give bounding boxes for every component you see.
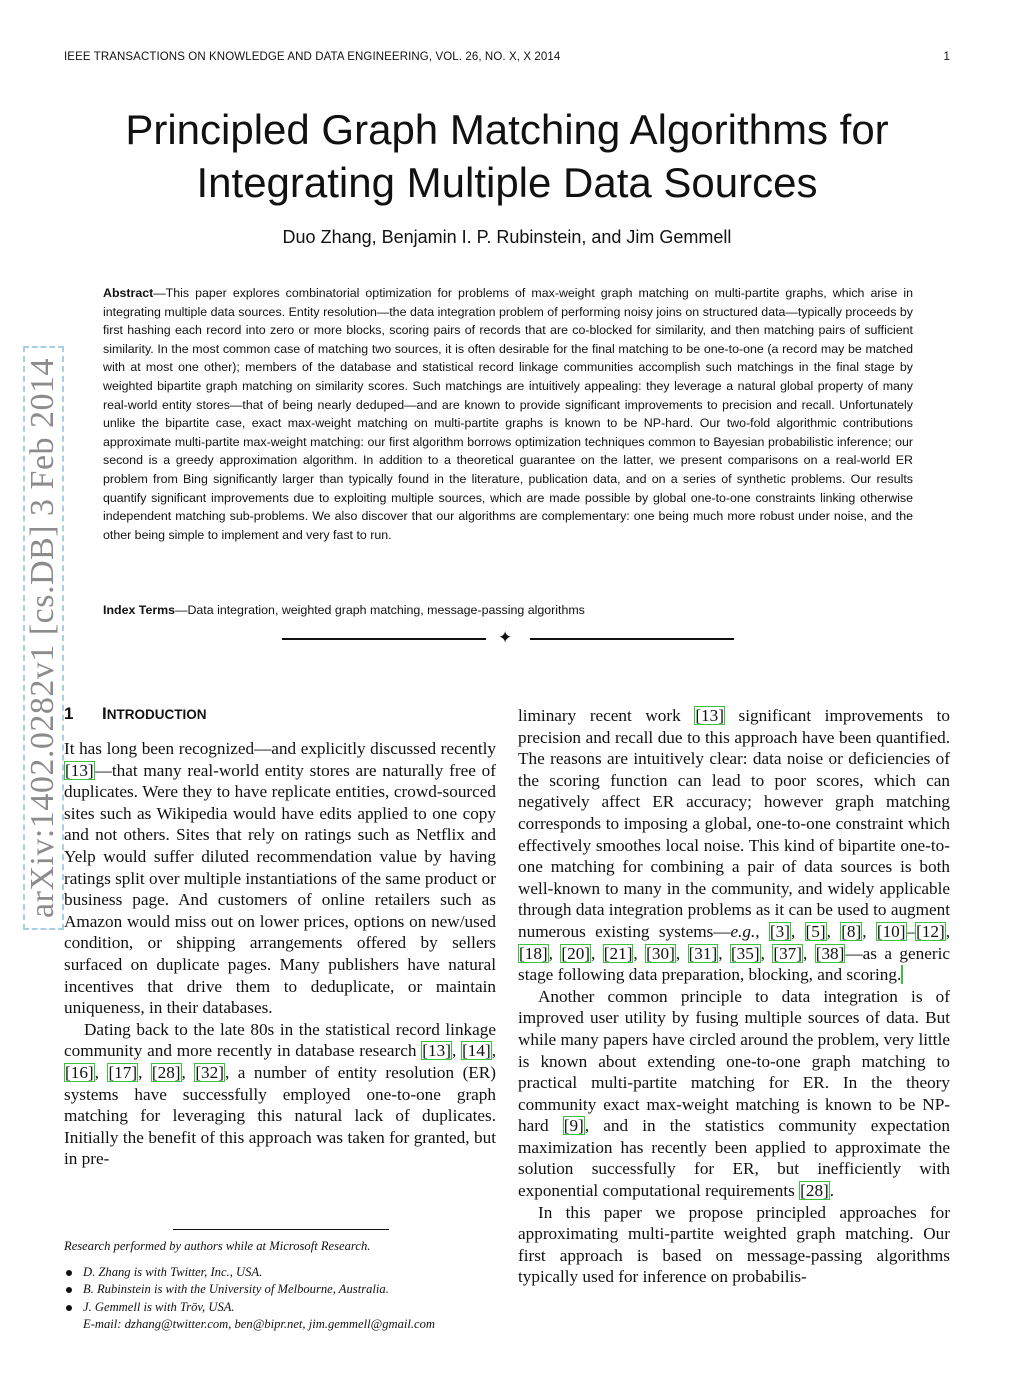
footnote-note: Research performed by authors while at Microsoft Research.: [64, 1239, 371, 1253]
footnote-rule: [173, 1229, 389, 1230]
title-line-2: Integrating Multiple Data Sources: [196, 159, 818, 206]
paragraph: Dating back to the late 80s in the statistical record linkage community and more recently in database research [13], [14], [16], [17], [28], [32], a number of entity resolution (ER) systems have successfully employed one-to-one graph matching for leveraging this natural lack of duplicates. Initially the benefit of this approach was taken for granted, but in pre-: [64, 1019, 496, 1169]
section-title-rest: NTRODUCTION: [106, 707, 207, 722]
citation-link[interactable]: [37]: [773, 943, 802, 963]
paragraph: In this paper we propose principled approaches for approximating multi-partite weighted graph matching. Our first approach is based on message-passing algorithms typically used for inference on probabilis-: [518, 1202, 950, 1287]
citation-link[interactable]: [30]: [646, 943, 675, 963]
email-line: E-mail: dzhang@twitter.com, ben@bipr.net, jim.gemmell@gmail.com: [83, 1317, 436, 1331]
citation-link[interactable]: [16]: [65, 1062, 94, 1082]
bullet-icon: [66, 1305, 72, 1311]
citation-link[interactable]: [21]: [603, 943, 633, 963]
divider-line-left: [282, 638, 486, 640]
abstract-text: —This paper explores combinatorial optimization for problems of max-weight graph matching on multi-partite graphs, which arise in integrating multiple data sources. Entity resolution—the data integration problem of performing noisy joins on structured data—typically proceeds by first hashing each record into zero or more blocks, scoring pairs of records that are co-blocked for similarity, and then matching pairs of sufficient similarity. In the most common case of matching two sources, it is often desirable for the final matching to be one-to-one (a record may be matched with at most one other); members of the database and statistical record linkage communities accomplish such matchings in the final stage by weighted bipartite graph matching on similarity scores. Such matchings are intuitively appealing: they leverage a natural global property of many real-world entity stores—that of being nearly deduped—and are known to provide significant improvements to precision and recall. Unfortunately unlike the bipartite case, exact max-weight matching on multi-partite graphs is known to be NP-hard. Our two-fold algorithmic contributions approximate multi-partite max-weight matching: our first algorithm borrows optimization techniques common to Bayesian probabilistic inference; our second is a greedy approximation algorithm. In addition to a theoretical guarantee on the latter, we present comparisons on a real-world ER problem from Bing significantly larger than typically found in the literature, publication data, and on a series of synthetic problems. Our results quantify significant improvements due to exploiting multiple sources, which are made possible by global one-to-one constraints linking otherwise independent matching sub-problems. We also discover that our algorithms are complementary: one being much more robust under noise, and the other being simple to implement and very fast to run.: [103, 286, 913, 542]
citation-link[interactable]: [18]: [519, 943, 548, 963]
title-line-1: Principled Graph Matching Algorithms for: [125, 106, 889, 153]
citation-link[interactable]: [31]: [688, 943, 718, 963]
citation-link[interactable]: [35]: [730, 943, 760, 963]
citation-link[interactable]: [32]: [195, 1062, 224, 1082]
citation-link[interactable]: [38]: [815, 943, 845, 963]
abstract: [103, 284, 913, 544]
citation-link[interactable]: [28]: [151, 1062, 181, 1082]
affiliation-list: [64, 1264, 504, 1317]
citation-link[interactable]: [13]: [422, 1041, 451, 1061]
citation-link[interactable]: [13]: [65, 760, 94, 780]
citation-link[interactable]: [3]: [769, 921, 790, 941]
abstract-label: Abstract: [103, 286, 154, 300]
page-number: 1: [943, 51, 950, 63]
section-title-initial: I: [102, 704, 107, 723]
section-heading: [64, 704, 206, 724]
citation-link[interactable]: [17]: [108, 1062, 138, 1082]
index-terms-label: Index Terms: [103, 603, 176, 617]
footnotes: [64, 1238, 504, 1334]
citation-link[interactable]: [28]: [800, 1181, 829, 1201]
paragraph: It has long been recognized—and explicitly discussed recently [13]—that many real-world entity stores are naturally free of duplicates. Were they to have replicate entities, crowd-sourced sites such as Wikipedia would have edits applied to one copy and not others. Sites that rely on ratings such as Netflix and Yelp would suffer diluted recommendation value by having ratings split over multiple instantiations of the same product or business page. And customers of online retailers such as Amazon would miss out on lower prices, options on new/used condition, or shipping arrangements offered by sellers surfaced on duplicate pages. Many publishers have natural incentives that drive them to deduplicate, or maintain uniqueness, in their databases.: [64, 739, 496, 1018]
section-number: 1: [64, 704, 74, 723]
running-header: [64, 51, 950, 71]
author-list: Duo Zhang, Benjamin I. P. Rubinstein, and Jim Gemmell: [282, 227, 732, 247]
citation-link[interactable]: [5]: [805, 921, 826, 941]
divider-star-icon: ✦: [498, 628, 513, 647]
paragraph: Another common principle to data integration is of improved user utility by fusing multiple sources of data. But while many papers have circled around the problem, very little is known about extending one-to-one graph matching to practical multi-partite matching for ER. In the theory community exact max-weight matching is known to be NP-hard [9], and in the statistics community expectation maximization has recently been applied to approximate the solution successfully for ER, but inefficiently with exponential computational requirements [28].: [518, 986, 950, 1201]
index-terms-text: —Data integration, weighted graph matching, message-passing algorithms: [175, 603, 585, 617]
citation-link[interactable]: [901, 965, 903, 984]
section-divider: [282, 628, 734, 647]
left-column: [64, 738, 496, 1170]
index-terms: [103, 601, 913, 619]
bullet-icon: [66, 1270, 72, 1276]
citation-link[interactable]: [9]: [563, 1116, 584, 1136]
journal-name: IEEE TRANSACTIONS ON KNOWLEDGE AND DATA ENGINEERING, VOL. 26, NO. X, X 2014: [64, 51, 561, 63]
affiliation-item: J. Gemmell is with Trōv, USA.: [64, 1299, 504, 1317]
bullet-icon: [66, 1287, 72, 1293]
affiliation-item: B. Rubinstein is with the University of Melbourne, Australia.: [64, 1281, 504, 1299]
citation-link[interactable]: [12]: [916, 921, 945, 941]
citation-link[interactable]: [8]: [841, 921, 862, 941]
citation-link[interactable]: [20]: [561, 943, 591, 963]
citation-link[interactable]: [10]: [876, 921, 906, 941]
paper-title: [64, 103, 950, 209]
affiliation-item: D. Zhang is with Twitter, Inc., USA.: [64, 1264, 504, 1282]
citation-link[interactable]: [14]: [462, 1041, 491, 1061]
arxiv-identifier-stamp[interactable]: arXiv:1402.0282v1 [cs.DB] 3 Feb 2014: [23, 346, 64, 930]
divider-line-right: [530, 638, 734, 640]
paragraph: liminary recent work [13] significant improvements to precision and recall due to this approach have been quantified. The reasons are intuitively clear: data noise or deficiencies of the scoring function can lead to poor scores, which can negatively affect ER accuracy; however graph matching corresponds to imposing a global, one-to-one constraint which effectively smoothes local noise. This kind of bipartite one-to-one matching for combining a pair of data sources is both well-known to many in the community, and widely applicable through data integration problems as it can be used to augment numerous existing systems—e.g., [3], [5], [8], [10]–[12], [18], [20], [21], [30], [31], [35], [37], [38]—as a generic stage following data preparation, blocking, and scoring.: [518, 706, 951, 985]
right-column: [518, 705, 950, 1288]
citation-link[interactable]: [13]: [695, 706, 724, 725]
